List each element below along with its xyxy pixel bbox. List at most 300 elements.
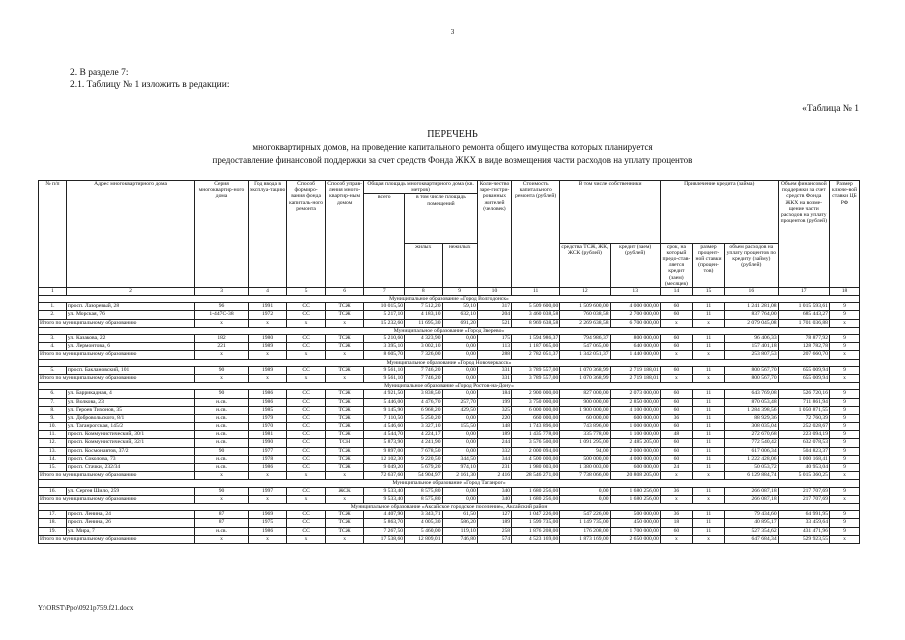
table-cell: просп. Ленина, 26 [66,519,194,527]
table-cell: 244 [477,439,511,447]
table-cell: 5 873,90 [364,439,405,447]
table-cell: 11 [692,527,724,535]
table-cell: х [287,374,326,382]
table-cell: ул. Морская, 76 [66,311,194,319]
column-number: 7 [364,288,405,296]
table-cell: 9 [829,398,859,406]
column-number: 9 [442,288,477,296]
table-cell: 1 070 368,99 [560,366,610,374]
table-cell: 90 [195,390,249,398]
table-cell: 9 533,40 [364,487,405,495]
table-cell: 3 460 038,58 [512,311,560,319]
column-number-row [39,288,860,296]
table-cell: х [248,351,287,359]
table-cell: 48 [660,431,692,439]
table-cell: 0,00 [442,414,477,422]
table-cell: 17. [39,511,67,519]
table-cell: 1-447С-38 [195,311,249,319]
table-cell: 526 720,16 [778,390,829,398]
table-cell: н.св. [195,527,249,535]
column-number: 18 [829,288,859,296]
table-cell: 9 [829,527,859,535]
table-cell: 2 900 000,00 [512,390,560,398]
table-cell: 11 [692,487,724,495]
table-cell: 90 [195,447,249,455]
total-label: Итого по муниципальному образованию [39,535,195,543]
table-cell: х [660,374,692,382]
table-cell: 72 760,39 [778,414,829,422]
table-cell: 1 149 735,00 [560,519,610,527]
table-cell: н.св. [195,464,249,472]
header-area-total: всего [364,194,405,288]
table-cell: 1989 [248,343,287,351]
header-fund: Объем финансовой поддержки за счет средств Фонда ЖКХ на возме-щение части расходов на уплату процентов (рублей) [778,181,829,288]
document-subtitle-line-1: многоквартирных домов, на проведение капитального ремонта общего имущества которых планируется [252,142,653,152]
table-cell: х [248,374,287,382]
table-cell: 148 [477,423,511,431]
table-cell: 632,10 [442,311,477,319]
table-cell: 870 053,48 [725,398,779,406]
table-cell: 50 053,72 [725,464,779,472]
table-cell: 4 100 000,00 [610,406,660,414]
table-cell: 1 680 256,00 [512,495,560,503]
table-cell: 60 [660,527,692,535]
table-cell: 1 743 896,00 [512,423,560,431]
table-cell: 11 [692,423,724,431]
table-cell: 0,00 [442,366,477,374]
region-row [39,503,860,510]
table-cell: 772 540,42 [725,439,779,447]
table-cell: 2 269 638,58 [560,319,610,327]
table-cell: х [287,472,326,480]
table-cell: 529 923,55 [778,535,829,543]
document-subtitle-line-2: предоставление финансовой поддержки за счет средств Фонда ЖКХ в виде возмещения части расходов на уплату процентов [212,155,693,165]
table-cell: х [692,472,724,480]
table-cell: просп. Лазоревый, 28 [66,303,194,311]
table-cell: 0,00 [442,334,477,342]
table-cell: 11 [692,511,724,519]
table-cell: 20 808 205,00 [610,472,660,480]
header-incl-own: В том числе собственники [560,181,661,244]
region-name: Муниципальное образование «Город Таганрог» [39,480,860,487]
total-label: Итого по муниципальному образованию [39,351,195,359]
table-cell: 331 [477,374,511,382]
region-row [39,480,860,487]
table-cell: 220 [477,414,511,422]
table-row [39,366,860,374]
table-cell: 2 650 000,00 [610,535,660,543]
table-body [39,296,860,544]
table-cell: 11 [692,398,724,406]
table-cell: 7. [39,398,67,406]
table-cell: 9 [829,511,859,519]
column-number: 14 [660,288,692,296]
table-cell: 1 900 000,00 [560,406,610,414]
table-cell: 11 [692,366,724,374]
table-cell: х [248,319,287,327]
table-cell: 9 [829,303,859,311]
table-cell: 9 [829,431,859,439]
region-row [39,359,860,366]
column-number: 2 [66,288,194,296]
table-cell: 1 700 000,00 [610,527,660,535]
table-cell: 199 [477,398,511,406]
table-cell: 119,10 [442,527,477,535]
table-cell: ТСЖ [325,519,364,527]
table-cell: 2 700 000,00 [610,311,660,319]
table-cell: ул. Волкова, 23 [66,398,194,406]
table-cell: 2 485 205,00 [610,439,660,447]
table-cell: СС [287,423,326,431]
table-cell: 837 764,00 [725,311,779,319]
table-cell: 1 284 398,56 [725,406,779,414]
table-row [39,447,860,455]
header-own-credit: кредит (заем) (рублей) [610,243,660,287]
table-cell: 2 000 094,00 [512,447,560,455]
table-cell: 54 904,97 [405,472,442,480]
table-cell: 600 000,00 [610,414,660,422]
table-cell: 60 [660,447,692,455]
total-row [39,319,860,327]
table-cell: 11 [692,447,724,455]
table-cell: х [660,495,692,503]
table-cell: 5 863,70 [364,519,405,527]
table-cell: 72 637,60 [364,472,405,480]
header-method: Способ формиро-вания фонда капиталь-ного ремонта [287,181,326,288]
table-cell: 2 000 000,00 [610,447,660,455]
table-cell: х [692,319,724,327]
table-cell: 1980 [248,334,287,342]
table-cell: х [195,319,249,327]
table-cell: 647 684,34 [725,535,779,543]
table-cell: 127 [477,511,511,519]
table-cell: 24 [660,464,692,472]
table-cell: х [692,495,724,503]
table-cell: 1 876 208,00 [512,527,560,535]
table-cell: 4 921,50 [364,390,405,398]
table-cell: 1979 [248,414,287,422]
table-cell: 800 567,70 [725,374,779,382]
header-area-res: жилых [405,243,442,287]
table-cell: 4 005,30 [405,519,442,527]
table-cell: СС [287,431,326,439]
table-cell: 325 [477,406,511,414]
table-cell: 204 [477,311,511,319]
table-cell: ТСЖ [325,511,364,519]
table-cell: просп. Коммунистический, 30/1 [66,431,194,439]
table-row [39,519,860,527]
table-cell: 11 [692,343,724,351]
table-cell: 60 [660,439,692,447]
column-number: 6 [325,288,364,296]
table-cell: х [325,319,364,327]
table-cell: 344,50 [442,455,477,463]
table-cell: 2. [39,311,67,319]
table-cell: ТСЖ [325,334,364,342]
table-cell: 60 [660,423,692,431]
table-cell: 11 [692,414,724,422]
table-cell: 1. [39,303,67,311]
table-cell: 87 [195,519,249,527]
table-cell: ЖСК [325,487,364,495]
table-cell: 2 850 000,00 [610,398,660,406]
table-cell: СС [287,487,326,495]
table-cell: 2 719 188,01 [610,366,660,374]
table-cell: х [829,472,859,480]
table-cell: ул. Лермонтова, 6 [66,343,194,351]
table-cell: 9 [829,464,859,472]
table-cell: 1 091 295,00 [560,439,610,447]
table-cell: 88 929,36 [725,414,779,422]
region-name: Муниципальное образование «Город Новочеркасск» [39,359,860,366]
table-row [39,464,860,472]
table-cell: 40 953,04 [778,464,829,472]
table-cell: 3 789 557,00 [512,366,560,374]
table-cell: н.св. [195,423,249,431]
table-cell: 9 561,10 [364,366,405,374]
table-cell: 1 050 871,55 [778,406,829,414]
table-cell: 1 070 368,99 [560,374,610,382]
table-cell: 1 509 600,00 [560,303,610,311]
table-cell: 3 750 000,00 [512,398,560,406]
column-number: 5 [287,288,326,296]
table-cell: СС [287,406,326,414]
table-cell: 1 342 051,37 [560,351,610,359]
table-cell: 28 546 271,00 [512,472,560,480]
table-cell: 685 443,27 [778,311,829,319]
table-cell: х [325,535,364,543]
table-cell: 10 015,50 [364,303,405,311]
table-cell: 332 [477,447,511,455]
table-cell: 36 [660,511,692,519]
header-manage: Способ управ-ления много-квартир-ным домом [325,181,364,288]
table-cell: 78 877,92 [778,334,829,342]
table-cell: 7 678,50 [405,447,442,455]
table-cell: х [248,535,287,543]
table-row [39,334,860,342]
instruction-text: 2.1. Таблицу № 1 изложить в редакции: [70,80,230,90]
table-row [39,527,860,535]
table-cell: 11 [692,390,724,398]
table-cell: 1 980 003,00 [512,464,560,472]
table-cell: 746,80 [442,535,477,543]
table-cell: 19. [39,527,67,535]
table-cell: 6 129 884,74 [725,472,779,480]
table-cell: 4 183,10 [405,311,442,319]
total-label: Итого по муниципальному образованию [39,472,195,480]
table-row [39,423,860,431]
header-series: Серия многоквартир-ного дома [195,181,249,288]
table-cell: 96 [195,303,249,311]
table-cell: 9 [829,334,859,342]
table-cell: 13. [39,447,67,455]
table-cell: СС [287,414,326,422]
table-cell: х [660,535,692,543]
table-cell: 2 416 [477,472,511,480]
table-row [39,406,860,414]
table-cell: 0,00 [560,487,610,495]
table-cell: 3 576 500,00 [512,439,560,447]
table-cell: х [660,319,692,327]
table-cell: 11 [692,334,724,342]
column-number: 3 [195,288,249,296]
table-cell: 266 087,18 [725,487,779,495]
table-cell: 1 680 256,00 [512,487,560,495]
table-cell: ТСЖ [325,447,364,455]
table-cell: 14. [39,455,67,463]
table-cell: 0,00 [442,390,477,398]
table-cell: 1970 [248,423,287,431]
column-number: 10 [477,288,511,296]
table-cell: 184 [477,390,511,398]
table-cell: 90 [195,487,249,495]
table-cell: 794 986,37 [560,334,610,342]
table-cell: х [195,351,249,359]
table-cell: 6 968,20 [405,406,442,414]
region-row [39,383,860,390]
table-cell: х [195,535,249,543]
table-cell: просп. Ленина, 24 [66,511,194,519]
table-cell: 9 [829,455,859,463]
table-cell: СС [287,511,326,519]
table-cell: 574 [477,535,511,543]
column-number: 11 [512,288,560,296]
table-cell: 3 002,10 [405,343,442,351]
table-cell: 1 047 226,00 [512,511,560,519]
table-cell: 617 006,34 [725,447,779,455]
table-cell: 9 [829,447,859,455]
table-cell: 231 [477,464,511,472]
table-cell: 760 038,58 [560,311,610,319]
table-cell: 3 395,10 [364,343,405,351]
table-cell: 547 065,00 [560,343,610,351]
region-name: Муниципальное образование «Город Волгодонск» [39,296,860,303]
table-cell: 1991 [248,303,287,311]
table-cell: 335 778,00 [560,431,610,439]
table-cell: х [325,472,364,480]
table-cell: 1977 [248,447,287,455]
table-cell: 257,70 [442,398,477,406]
table-cell: х [325,495,364,503]
table-cell: 60 [660,455,692,463]
table-row [39,431,860,439]
table-cell: ТСЖ [325,398,364,406]
table-cell: 128 782,78 [778,343,829,351]
table-cell: 17 538,60 [364,535,405,543]
table-cell: 1 594 986,37 [512,334,560,342]
table-cell: СС [287,439,326,447]
table-cell: 2 073 000,00 [610,390,660,398]
table-cell: 11. [39,431,67,439]
table-cell: н.св. [195,431,249,439]
table-cell: 655 009,94 [778,366,829,374]
table-cell: 1 100 000,00 [610,431,660,439]
table-cell: 4 000 000,00 [610,303,660,311]
table-cell: 5 460,00 [405,527,442,535]
table-cell: 11 [692,311,724,319]
table-cell: 11 [692,431,724,439]
table-cell: 3 789 557,00 [512,374,560,382]
table-cell: х [829,351,859,359]
table-cell: 182 [195,334,249,342]
table-cell: 1 435 778,00 [512,431,560,439]
table-cell: 9 145,90 [364,406,405,414]
table-cell: 7 512,20 [405,303,442,311]
table-cell: просп. Соколова, 73 [66,455,194,463]
table-cell: х [195,495,249,503]
table-cell: х [248,495,287,503]
table-cell: 11 [692,439,724,447]
table-cell: 1 440 000,00 [610,351,660,359]
table-cell: 7 738 066,00 [560,472,610,480]
region-row [39,327,860,334]
table-row [39,487,860,495]
table-cell: 1 680 256,00 [610,487,660,495]
total-row [39,351,860,359]
table-cell: 340 [477,487,511,495]
table-cell: ТСЖ [325,390,364,398]
table-cell: 9 [829,439,859,447]
table-cell: ТСЖ [325,423,364,431]
table-cell: 1 680 256,00 [610,495,660,503]
table-cell: 340 [477,495,511,503]
table-cell: СС [287,447,326,455]
table-cell: 1 222 428,06 [725,455,779,463]
header-own-funds: средства ТСЖ, ЖК, ЖСК (рублей) [560,243,610,287]
table-cell: 429,50 [442,406,477,414]
table-cell: 7 110,50 [364,414,405,422]
table-row [39,511,860,519]
table-cell: ТСЖ [325,303,364,311]
table-cell: 59,10 [442,303,477,311]
table-cell: 90 [195,366,249,374]
table-cell: 5 250,20 [405,414,442,422]
table-cell: 4 544,70 [364,431,405,439]
table-cell: 6 000 000,00 [512,406,560,414]
table-cell: 7 746,20 [405,374,442,382]
table-cell: 36 [660,414,692,422]
table-cell: 600 000,00 [610,464,660,472]
header-residents: Коли-чество заре-гистри-рованных жителей (человек) [477,181,511,288]
table-row [39,303,860,311]
table-cell: 4 546,60 [364,423,405,431]
table-cell: 586,20 [442,519,477,527]
table-cell: 4 476,70 [405,398,442,406]
table-cell: 9 897,00 [364,447,405,455]
table-cell: 4 000 000,00 [610,455,660,463]
table-cell: ул. Сергея Шило, 259 [66,487,194,495]
table-cell: х [325,351,364,359]
table-cell: 521 [477,319,511,327]
table-cell: 500 000,00 [610,511,660,519]
section-heading: 2. В разделе 7: [70,68,129,78]
table-cell: х [287,535,326,543]
table-cell: 11 [692,455,724,463]
table-cell: 2 719 188,01 [610,374,660,382]
table-cell: 9 [829,390,859,398]
table-cell: 155,50 [442,423,477,431]
total-label: Итого по муниципальному образованию [39,374,195,382]
table-cell: просп. Коммунистический, 32/1 [66,439,194,447]
table-cell: ул. Добровольского, 8/1 [66,414,194,422]
table-cell: 691,20 [442,319,477,327]
table-cell: 1 701 036,88 [778,319,829,327]
table-cell: х [660,351,692,359]
table-row [39,455,860,463]
table-cell: 800 567,70 [725,366,779,374]
table-cell: 4 523 169,00 [512,535,560,543]
header-area: Общая площадь многоквартирного дома (кв. метров) [364,181,477,194]
